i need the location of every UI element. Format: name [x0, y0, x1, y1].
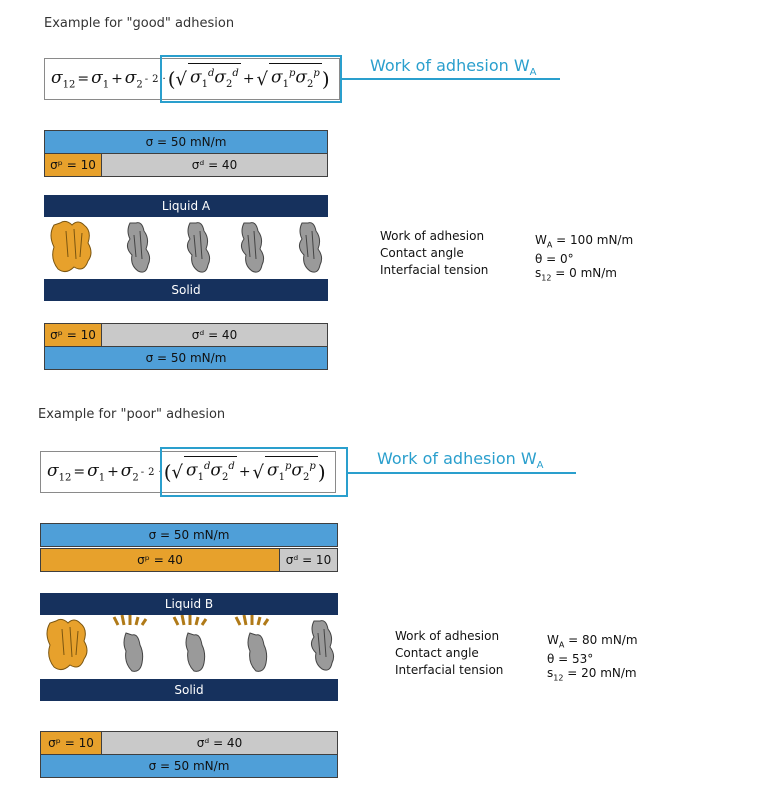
good-adhesion-section	[0, 0, 759, 380]
gray-hand-icon	[311, 621, 333, 670]
work-of-adhesion-value: $W_A = 80$ mN/m	[547, 633, 638, 650]
contact-angle-value: θ = 0°	[535, 252, 574, 267]
gold-hand-icon	[174, 615, 206, 625]
sqrt-polar: $\sigma_1^p\sigma_2^p$	[269, 63, 322, 95]
work-of-adhesion-text: Work of adhesion	[380, 229, 485, 243]
property-labels	[395, 628, 503, 679]
gold-hand-icon	[114, 615, 146, 625]
work-of-adhesion-label: Work of adhesion $W_A$	[377, 449, 544, 472]
liquid-total-tension-bar: σ = 50 mN/m	[40, 523, 338, 547]
formula: $\sigma_{12}$ = $\sigma_1$ + $\sigma_2$ - 2 · ( √ $\sigma_1^d\sigma_2^d$ + √ $\sigma_1^p\sigma_2^p$ )	[40, 451, 336, 493]
sqrt-dispersive: $\sigma_1^d\sigma_2^d$	[184, 456, 237, 488]
work-of-adhesion-text: Work of adhesion	[395, 629, 500, 643]
sqrt-dispersive: $\sigma_1^d\sigma_2^d$	[188, 63, 241, 95]
solid-total-tension-bar: σ = 50 mN/m	[40, 754, 338, 778]
gold-hand-icon	[47, 619, 87, 669]
work-of-adhesion-value: $W_A = 100$ mN/m	[535, 233, 634, 250]
contact-angle-text: Contact angle	[380, 246, 464, 260]
liquid-dispersive-bar: σᵈ = 40	[101, 153, 328, 177]
hands-row	[40, 615, 338, 677]
solid-dispersive-bar: σᵈ = 40	[101, 323, 328, 347]
gray-hand-icon	[299, 223, 321, 272]
gray-hand-icon	[127, 223, 149, 272]
section-title: Example for "good" adhesion	[44, 16, 235, 31]
solid-dispersive-bar: σᵈ = 40	[101, 731, 338, 755]
work-of-adhesion-label: Work of adhesion $W_A$	[370, 56, 537, 79]
interfacial-tension-value: $s_{12} = 0$ mN/m	[535, 266, 617, 283]
solid-polar-bar: σᵖ = 10	[44, 323, 102, 347]
gray-hand-icon	[241, 223, 263, 272]
property-values	[535, 232, 633, 287]
solid-polar-bar: σᵖ = 10	[40, 731, 102, 755]
gray-hand-icon	[186, 633, 205, 671]
liquid-polar-bar: σᵖ = 10	[44, 153, 102, 177]
hands-row	[44, 217, 328, 277]
interfacial-tension-text: Interfacial tension	[395, 663, 504, 677]
interfacial-tension-text: Interfacial tension	[380, 263, 489, 277]
work-of-adhesion-highlight	[160, 55, 342, 103]
liquid-total-tension-bar: σ = 50 mN/m	[44, 130, 328, 154]
gray-hand-icon	[124, 633, 143, 671]
solid-layer: Solid	[40, 679, 338, 701]
formula: $\sigma_{12}$ = $\sigma_1$ + $\sigma_2$ - 2 · ( √ $\sigma_1^d\sigma_2^d$ + √ $\sigma_1^p\sigma_2^p$ )	[44, 58, 340, 100]
sqrt-polar: $\sigma_1^p\sigma_2^p$	[265, 456, 318, 488]
gold-hand-icon	[236, 615, 268, 625]
solid-total-tension-bar: σ = 50 mN/m	[44, 346, 328, 370]
interfacial-tension-value: $s_{12} = 20$ mN/m	[547, 666, 637, 683]
solid-layer: Solid	[44, 279, 328, 301]
poor-adhesion-section	[0, 395, 759, 789]
contact-angle-text: Contact angle	[395, 646, 479, 660]
gray-hand-icon	[187, 223, 209, 272]
work-of-adhesion-connector	[342, 78, 560, 80]
property-values	[547, 632, 638, 687]
liquid-polar-bar: σᵖ = 40	[40, 548, 280, 572]
contact-angle-value: θ = 53°	[547, 652, 594, 667]
formula-sigma12: $\sigma_{12}$	[51, 67, 76, 91]
section-title: Example for "poor" adhesion	[38, 407, 226, 422]
liquid-layer: Liquid B	[40, 593, 338, 615]
liquid-dispersive-bar: σᵈ = 10	[279, 548, 338, 572]
gold-hand-icon	[51, 221, 91, 271]
liquid-layer: Liquid A	[44, 195, 328, 217]
work-of-adhesion-highlight	[160, 447, 348, 497]
property-labels	[380, 228, 488, 279]
work-of-adhesion-connector	[348, 472, 576, 474]
gray-hand-icon	[248, 633, 267, 671]
